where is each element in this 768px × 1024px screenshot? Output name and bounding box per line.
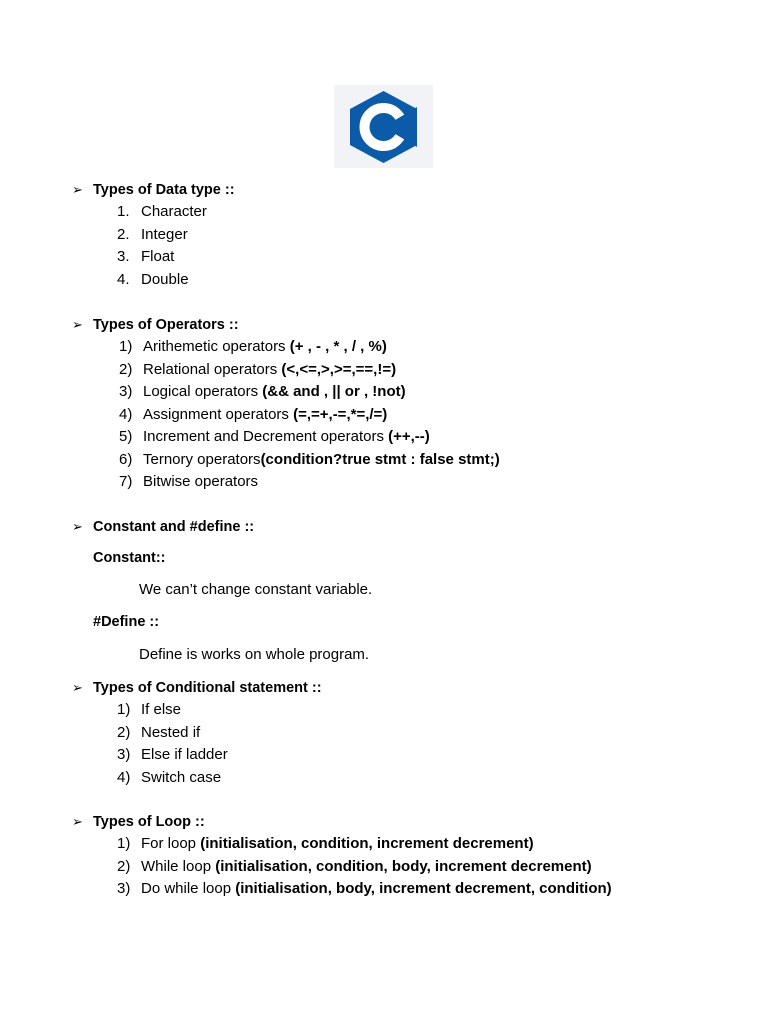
list-item (117, 224, 235, 247)
list-item-text: Else if ladder (141, 746, 228, 763)
list-item-number: 5) (119, 428, 133, 445)
list-item-number: 3) (117, 746, 131, 763)
list-item (117, 878, 612, 901)
section-operators (72, 314, 500, 494)
list-item-number: 4. (117, 270, 130, 288)
list-item (119, 359, 500, 382)
list-item-text: Double (141, 270, 189, 288)
section-loops (72, 811, 612, 901)
section-heading: ➢ Constant and #define :: (72, 516, 254, 538)
list-item-text: Do while loop (141, 880, 236, 897)
list-item-number: 4) (117, 768, 131, 786)
list-item-number: 3) (117, 880, 131, 897)
list-item-detail: (++,--) (388, 428, 430, 445)
define-description: Define is works on whole program. (139, 646, 370, 663)
section-heading: ➢ Types of Data type :: (72, 179, 235, 201)
list-item-text: Character (141, 203, 207, 220)
arrow-bullet-icon: ➢ (72, 182, 83, 197)
list-item-detail: (&& and , || or , !not) (262, 383, 406, 400)
list-item-number: 2) (117, 857, 131, 875)
section-heading: ➢ Types of Operators :: (72, 314, 500, 336)
arrow-bullet-icon: ➢ (72, 317, 83, 332)
list-item-text: Switch case (141, 768, 222, 786)
section-data-types (72, 179, 235, 291)
list-item-text: While loop (141, 857, 216, 875)
list-item (117, 699, 322, 722)
list-item-text: Increment and Decrement operators (143, 428, 389, 445)
list-item-number: 3) (119, 383, 133, 400)
list-item-text: Arithemetic operators (143, 338, 290, 355)
list-item-text: Float (141, 248, 175, 265)
list-item-number: 1) (117, 835, 131, 852)
list-item-number: 6) (119, 450, 133, 468)
data-type-list (117, 201, 235, 291)
section-conditional (72, 677, 322, 789)
conditional-list (117, 699, 322, 789)
list-item (117, 767, 322, 790)
list-item-detail: (<,<=,>,>=,==,!=) (281, 360, 397, 378)
list-item-text: Nested if (141, 723, 201, 741)
list-item-text: Bitwise operators (143, 473, 259, 490)
list-item (117, 269, 235, 292)
list-item (117, 744, 322, 767)
list-item-number: 2) (117, 723, 131, 741)
c-hexagon-icon (334, 85, 433, 168)
arrow-bullet-icon: ➢ (72, 814, 83, 829)
list-item-text: Logical operators (143, 383, 263, 400)
arrow-bullet-icon: ➢ (72, 680, 83, 695)
define-label: #Define :: (93, 614, 160, 630)
list-item-detail: (initialisation, condition, body, increment decrement) (215, 857, 592, 875)
loop-list (117, 833, 612, 901)
list-item (119, 404, 500, 427)
list-item-detail: (=,=+,-=,*=,/=) (293, 405, 388, 423)
list-item-text: Assignment operators (143, 405, 294, 423)
section-constant-define (72, 516, 254, 538)
list-item-detail: (initialisation, body, increment decrement, condition) (235, 880, 612, 897)
list-item-number: 1) (117, 701, 131, 718)
list-item (119, 449, 500, 472)
list-item (119, 426, 500, 449)
list-item (117, 856, 612, 879)
list-item-number: 7) (119, 473, 133, 490)
constant-label: Constant:: (93, 550, 166, 566)
list-item-text: Ternory operators (143, 450, 261, 468)
arrow-bullet-icon: ➢ (72, 519, 83, 534)
list-item-number: 3. (117, 248, 130, 265)
c-language-logo (334, 85, 433, 168)
list-item (119, 381, 500, 404)
list-item-detail: (condition?true stmt : false stmt;) (260, 450, 500, 468)
section-heading: ➢ Types of Conditional statement :: (72, 677, 322, 699)
list-item (117, 201, 235, 224)
section-heading: ➢ Types of Loop :: (72, 811, 612, 833)
list-item (117, 246, 235, 269)
list-item-detail: (initialisation, condition, increment decrement) (200, 835, 534, 852)
list-item-text: Relational operators (143, 360, 282, 378)
list-item (119, 471, 500, 494)
list-item-number: 2. (117, 225, 130, 243)
list-item-text: Integer (141, 225, 188, 243)
list-item-number: 1) (119, 338, 133, 355)
list-item (119, 336, 500, 359)
list-item-number: 2) (119, 360, 133, 378)
list-item-detail: (+ , - , * , / , %) (289, 338, 387, 355)
list-item (117, 722, 322, 745)
constant-description: We can’t change constant variable. (139, 581, 373, 598)
list-item-number: 4) (119, 405, 133, 423)
list-item-text: If else (141, 701, 182, 718)
operator-list (119, 336, 500, 494)
list-item-number: 1. (117, 203, 130, 220)
list-item (117, 833, 612, 856)
list-item-text: For loop (141, 835, 201, 852)
